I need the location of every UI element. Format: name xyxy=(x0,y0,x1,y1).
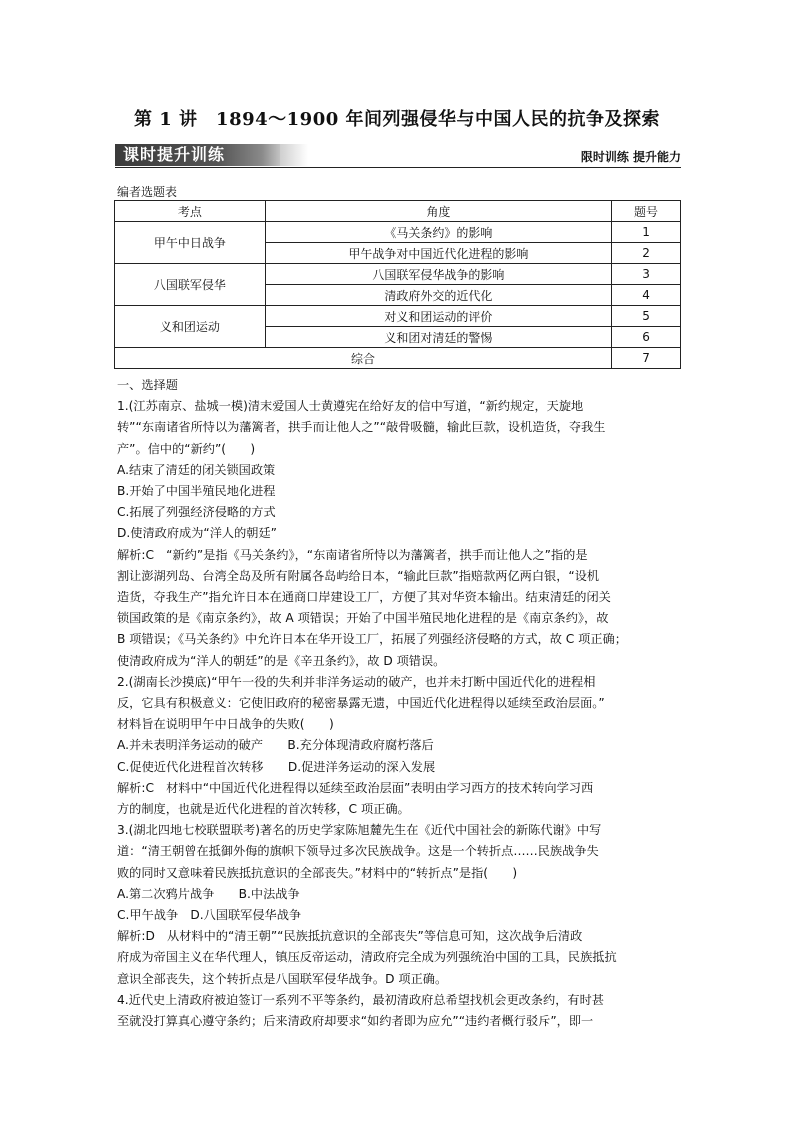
table-row xyxy=(115,222,681,243)
option-line: C.促使近代化进程首次转移 D.促进洋务运动的深入发展 xyxy=(117,759,436,774)
topic-cell: 甲午中日战争 xyxy=(115,222,266,264)
option-line: B.开始了中国半殖民地化进程 xyxy=(117,484,276,499)
option-line: A.结束了清廷的闭关锁国政策 xyxy=(117,462,276,477)
text-line: 府成为帝国主义在华代理人，镇压反帝运动，清政府完全成为列强统治中国的工具，民族抵抗 xyxy=(117,950,617,965)
table-row xyxy=(115,264,681,285)
banner-decoration xyxy=(280,144,308,166)
text-line: 使清政府成为“洋人的朝廷”的是《辛丑条约》，故 D 项错误。 xyxy=(117,653,446,668)
banner-label: 课时提升训练 xyxy=(115,144,288,166)
text-line: 2.(湖南长沙摸底)“甲午一役的失利并非洋务运动的破产，也并未打断中国近代化的进程相 xyxy=(117,674,596,689)
number-cell: 3 xyxy=(612,264,681,285)
text-line: 方的制度，也就是近代化进程的首次转移，C 项正确。 xyxy=(117,802,410,817)
number-cell: 2 xyxy=(612,243,681,264)
section-heading: 一、选择题 xyxy=(117,378,178,392)
text-line: 反，它具有积极意义：它使旧政府的秘密暴露无遗，中国近代化进程得以延续至政治层面。” xyxy=(117,696,605,711)
banner-slogan: 限时训练 提升能力 xyxy=(580,150,681,164)
question-body xyxy=(117,375,683,1032)
page-title: 第 1 讲 1894～1900 年间列强侵华与中国人民的抗争及探索 xyxy=(133,109,661,130)
text-line: 意识全部丧失，这个转折点是八国联军侵华战争。D 项正确。 xyxy=(117,971,448,986)
number-cell: 6 xyxy=(612,327,681,348)
number-cell: 5 xyxy=(612,306,681,327)
option-line: A.并未表明洋务运动的破产 B.充分体现清政府腐朽落后 xyxy=(117,738,434,753)
table-caption: 编者选题表 xyxy=(117,185,178,199)
text-line: B 项错误；《马关条约》中允许日本在华开设工厂，拓展了列强经济侵略的方式，故 C 项正确； xyxy=(117,632,627,647)
text-line: 材料旨在说明甲午中日战争的失败( ) xyxy=(117,717,334,732)
text-line: 1.(江苏南京、盐城一模)清末爱国人士黄遵宪在给好友的信中写道，“新约规定，天旋地 xyxy=(117,399,584,414)
text-line: 转”“东南诸省所恃以为藩篱者，拱手而让他人之”“敲骨吸髓，输此巨款，设机造货，夺我生 xyxy=(117,420,606,435)
text-line: 道：“清王朝曾在抵御外侮的旗帜下领导过多次民族战争。这是一个转折点……民族战争失 xyxy=(117,844,599,859)
number-cell: 7 xyxy=(612,348,681,369)
option-line: A.第二次鸦片战争 B.中法战争 xyxy=(117,886,300,901)
header-topic: 考点 xyxy=(115,201,266,222)
angle-cell: 八国联军侵华战争的影响 xyxy=(265,264,611,285)
banner-divider xyxy=(115,167,681,168)
angle-cell: 甲午战争对中国近代化进程的影响 xyxy=(265,243,611,264)
text-line: 锁国政策的是《南京条约》，故 A 项错误；开始了中国半殖民地化进程的是《南京条约》，故 xyxy=(117,611,609,626)
text-line: 割让澎湖列岛、台湾全岛及所有附属各岛屿给日本，“输此巨款”指赔款两亿两白银，“设机 xyxy=(117,568,600,583)
angle-cell: 义和团对清廷的警惕 xyxy=(265,327,611,348)
table-row xyxy=(115,348,681,369)
table-row xyxy=(115,306,681,327)
topic-table xyxy=(114,200,681,369)
header-number: 题号 xyxy=(612,201,681,222)
option-line: C.拓展了列强经济侵略的方式 xyxy=(117,505,276,520)
option-line: C.甲午战争 D.八国联军侵华战争 xyxy=(117,908,302,923)
text-line: 解析:D 从材料中的“清王朝”“民族抵抗意识的全部丧失”等信息可知，这次战争后清政 xyxy=(117,929,583,944)
number-cell: 4 xyxy=(612,285,681,306)
topic-cell: 义和团运动 xyxy=(115,306,266,348)
text-line: 至就没打算真心遵守条约；后来清政府却要求“如约者即为应允”“违约者概行驳斥”，即一 xyxy=(117,1014,594,1029)
text-line: 解析:C “新约”是指《马关条约》，“东南诸省所恃以为藩篱者，拱手而让他人之”指的是 xyxy=(117,547,588,562)
text-line: 解析:C 材料中“中国近代化进程得以延续至政治层面”表明由学习西方的技术转向学习西 xyxy=(117,780,594,795)
text-line: 产”。信中的“新约”( ) xyxy=(117,441,256,456)
angle-cell: 清政府外交的近代化 xyxy=(265,285,611,306)
topic-cell: 八国联军侵华 xyxy=(115,264,266,306)
option-line: D.使清政府成为“洋人的朝廷” xyxy=(117,526,277,541)
number-cell: 1 xyxy=(612,222,681,243)
text-line: 造货，夺我生产”指允许日本在通商口岸建设工厂，方便了其对华资本输出。结束清廷的闭关 xyxy=(117,590,611,605)
text-line: 4.近代史上清政府被迫签订一系列不平等条约，最初清政府总希望找机会更改条约，有时甚 xyxy=(117,992,604,1007)
table-header-row xyxy=(115,201,681,222)
angle-cell: 对义和团运动的评价 xyxy=(265,306,611,327)
section-banner xyxy=(115,144,681,170)
summary-cell: 综合 xyxy=(115,348,612,369)
text-line: 败的同时又意味着民族抵抗意识的全部丧失。”材料中的“转折点”是指( ) xyxy=(117,865,518,880)
text-line: 3.(湖北四地七校联盟联考)著名的历史学家陈旭麓先生在《近代中国社会的新陈代谢》中写 xyxy=(117,823,602,838)
angle-cell: 《马关条约》的影响 xyxy=(265,222,611,243)
header-angle: 角度 xyxy=(265,201,611,222)
